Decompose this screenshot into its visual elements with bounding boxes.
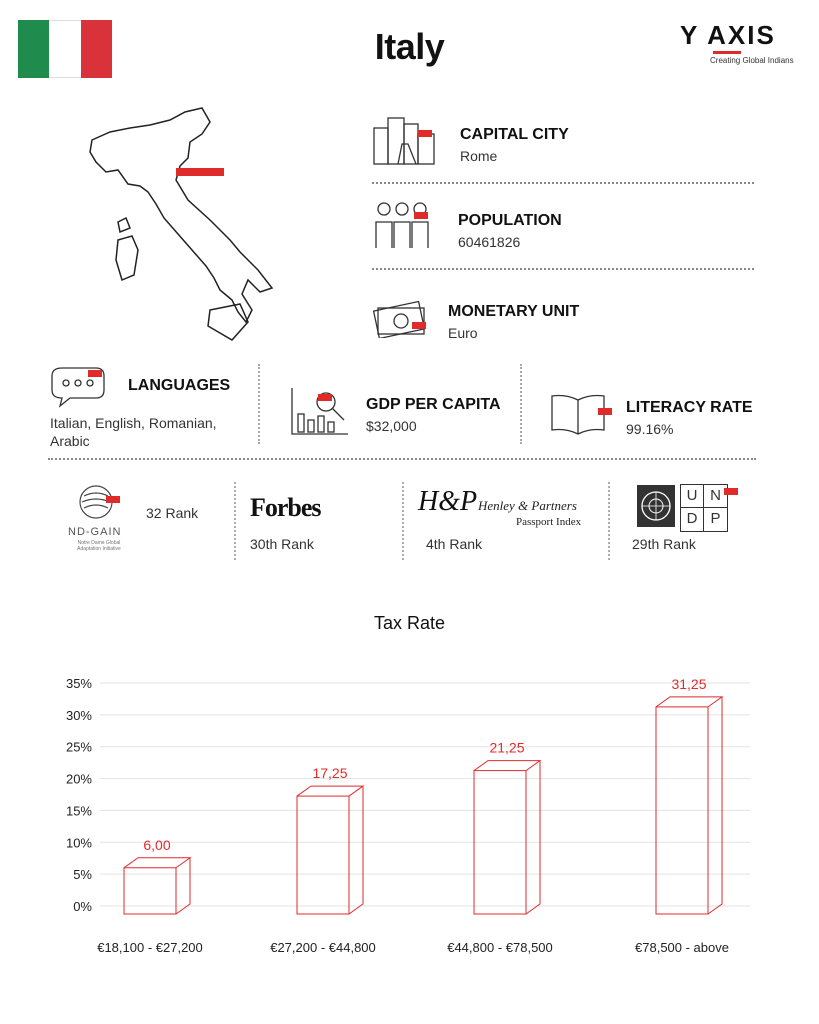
logo-text: Y AXIS (680, 20, 776, 50)
capital-value: Rome (460, 148, 498, 164)
x-category-label: €27,200 - €44,800 (270, 940, 376, 955)
x-category-label: €78,500 - above (635, 940, 729, 955)
italy-map-icon (80, 100, 280, 350)
bar-top (656, 697, 722, 707)
ndgain-sub: Notre Dame Global Adaptation Initiative (77, 540, 121, 552)
x-category-label: €44,800 - €78,500 (447, 940, 553, 955)
currency-value: Euro (448, 325, 478, 341)
divider (520, 364, 522, 444)
page-title: Italy (374, 26, 445, 67)
bar-top (474, 761, 540, 771)
city-icon (372, 114, 438, 166)
henley-mark: H&P (418, 486, 478, 517)
population-label: POPULATION (458, 212, 562, 229)
y-tick-label: 15% (65, 803, 92, 819)
divider (372, 268, 754, 270)
bar-side (349, 786, 363, 914)
currency-label: MONETARY UNIT (448, 303, 580, 320)
chart-title: Tax Rate (373, 613, 446, 633)
divider (234, 482, 236, 560)
y-tick-label: 0% (73, 899, 92, 914)
undp-logo (680, 484, 728, 532)
gdp-label: GDP PER CAPITA (366, 396, 501, 413)
divider (258, 364, 260, 444)
ndgain-name: ND-GAIN (68, 526, 122, 538)
tax-rate-chart (0, 660, 819, 970)
henley-rank: 4th Rank (426, 536, 483, 552)
currency-block (448, 303, 579, 341)
un-emblem-icon (636, 484, 676, 528)
literacy-value: 99.16% (626, 421, 674, 437)
languages-value: Italian, English, Romanian, Arabic (50, 415, 217, 449)
bar-value-label: 21,25 (489, 739, 525, 756)
divider (48, 458, 756, 460)
bar-top (297, 786, 363, 796)
bar-value-label: 31,25 (671, 675, 707, 692)
population-value: 60461826 (458, 234, 521, 250)
bar-top (124, 858, 190, 868)
henley-name: Henley & Partners (478, 498, 577, 513)
divider (372, 182, 754, 184)
bar-side (708, 697, 722, 914)
undp-rank: 29th Rank (632, 536, 696, 552)
money-icon (372, 292, 428, 338)
undp-letter: U (681, 485, 704, 508)
ndgain-rank: 32 Rank (146, 505, 199, 521)
undp-letter: P (710, 510, 721, 527)
undp-letter: N (704, 485, 727, 508)
henley-sub: Passport Index (516, 516, 582, 528)
y-tick-label: 10% (65, 835, 92, 851)
bar-side (526, 761, 540, 914)
population-block (458, 212, 562, 250)
forbes-rank: 30th Rank (250, 536, 314, 552)
y-tick-label: 25% (65, 739, 92, 755)
bar (297, 796, 349, 914)
capital-city-block (460, 126, 569, 164)
divider (402, 482, 404, 560)
undp-letter: D (681, 508, 704, 531)
literacy-label: LITERACY RATE (626, 399, 753, 416)
gdp-block (366, 396, 501, 434)
bar-value-label: 6,00 (143, 836, 171, 853)
population-icon (374, 200, 430, 250)
languages-label: LANGUAGES (128, 377, 231, 394)
y-tick-label: 20% (65, 771, 92, 787)
x-category-label: €18,100 - €27,200 (97, 940, 203, 955)
y-tick-label: 35% (65, 676, 92, 691)
capital-label: CAPITAL CITY (460, 126, 569, 143)
forbes-logo: Forbes (250, 493, 321, 522)
logo-tagline: Creating Global Indians (710, 56, 794, 65)
bar-value-label: 17,25 (312, 765, 348, 782)
yaxis-logo[interactable] (680, 20, 805, 65)
gdp-value: $32,000 (366, 418, 417, 434)
literacy-block (626, 399, 753, 437)
y-tick-label: 5% (73, 867, 92, 883)
bar (124, 868, 176, 914)
y-tick-label: 30% (65, 707, 92, 723)
divider (608, 482, 610, 560)
